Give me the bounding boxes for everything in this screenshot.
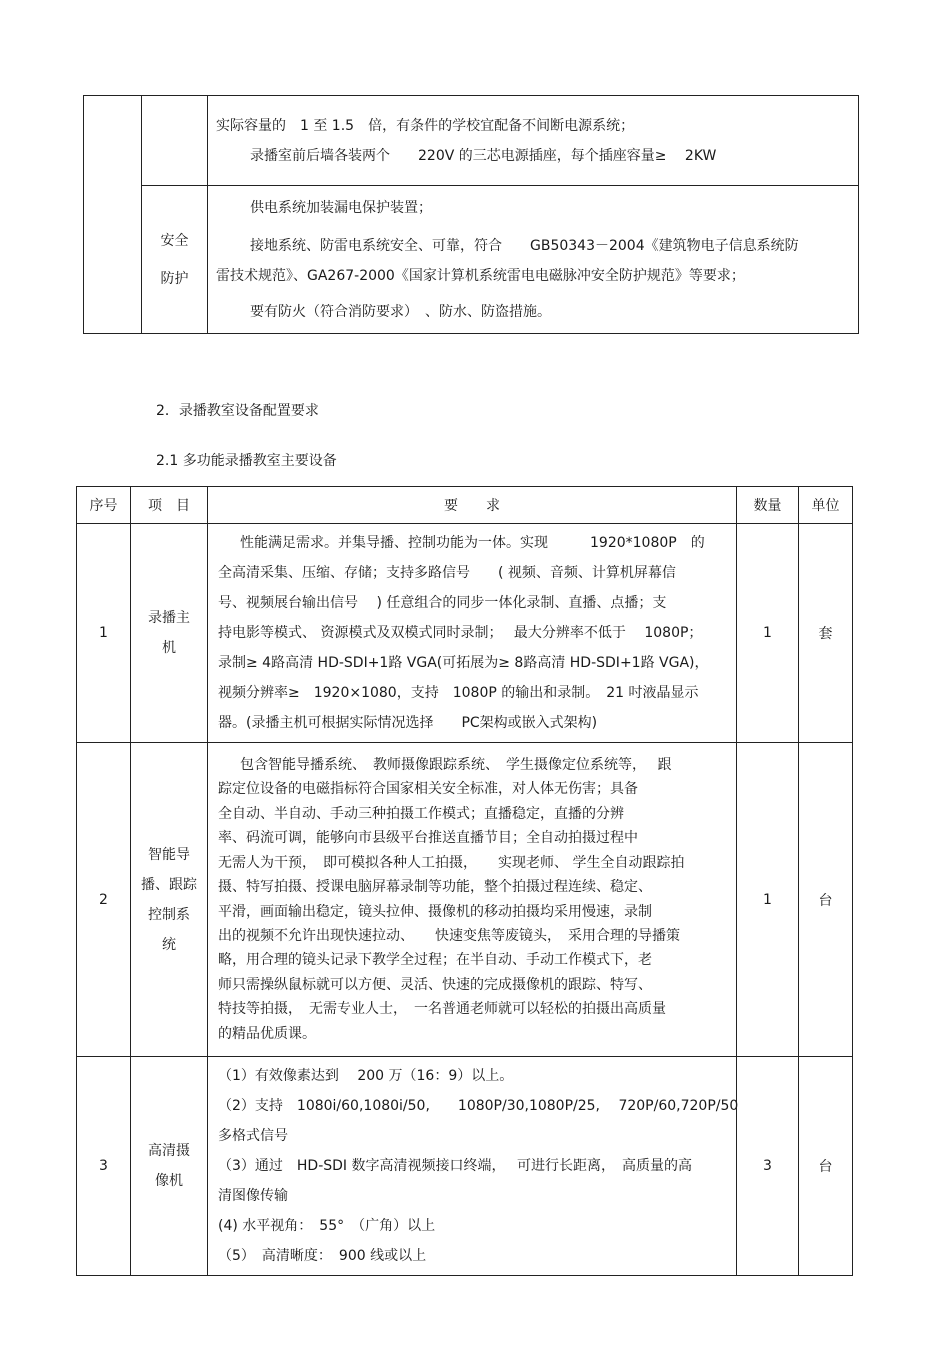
- text-line: 接地系统、防雷电系统安全、可靠，符合 GB50343－2004《建筑物电子信息系统防: [250, 237, 799, 254]
- text-line: （5） 高清晰度： 900 线或以上: [218, 1248, 427, 1264]
- unit-cell: 台: [799, 1057, 853, 1276]
- header-row: [77, 487, 853, 524]
- empty-cell: [84, 96, 142, 334]
- text-line: 清图像传输: [218, 1188, 288, 1204]
- text-line: 师只需操纵鼠标就可以方便、灵活、快速的完成摄像机的跟踪、特写、: [218, 976, 652, 993]
- text-line: 号、视频展台输出信号 ) 任意组合的同步一体化录制、直播、点播；支: [218, 595, 667, 611]
- text-line: 视频分辨率≥ 1920×1080，支持 1080P 的输出和录制。 21 吋液晶显示: [218, 685, 699, 701]
- text-line: 全自动、半自动、手动三种拍摄工作模式；直播稳定，直播的分辨: [218, 805, 624, 822]
- item-name: 智能导 播、跟踪 控制系 统: [131, 743, 208, 1057]
- text-line: 器。(录播主机可根据实际情况选择 PC架构或嵌入式架构): [218, 715, 598, 731]
- text-line: 性能满足需求。并集导播、控制功能为一体。实现 1920*1080P 的: [240, 535, 705, 551]
- text-line: 无需人为干预， 即可模拟各种人工拍摄， 实现老师、 学生全自动跟踪拍: [218, 854, 685, 871]
- text-line: 率、码流可调，能够向市县级平台推送直播节目；全自动拍摄过程中: [218, 830, 638, 847]
- table-row: [77, 524, 853, 743]
- row-number: 2: [77, 743, 131, 1057]
- item-name: 录播主 机: [131, 524, 208, 743]
- text-line: 摄、特写拍摄、授课电脑屏幕录制等功能，整个拍摄过程连续、稳定、: [218, 879, 652, 896]
- safety-row: [84, 186, 859, 334]
- table-row: [77, 743, 853, 1057]
- text-line: 包含智能导播系统、 教师摄像跟踪系统、 学生摄像定位系统等， 跟: [240, 757, 672, 774]
- unit-cell: 套: [799, 524, 853, 743]
- text-line: 实际容量的 1 至 1.5 倍，有条件的学校宜配备不间断电源系统；: [216, 117, 635, 134]
- text-line: 的精品优质课。: [218, 1025, 316, 1042]
- text-line: 平滑，画面输出稳定，镜头拉伸、摄像机的移动拍摄均采用慢速，录制: [218, 903, 652, 920]
- text-line: 要有防火（符合消防要求） 、防水、防盗措施。: [250, 303, 551, 320]
- header-unit: 单位: [799, 487, 853, 524]
- requirements-cell: [208, 1057, 737, 1276]
- header-item: 项 目: [131, 487, 208, 524]
- text-line: 多格式信号: [218, 1128, 288, 1144]
- text-line: 雷技术规范》、GA267-2000《国家计算机系统雷电电磁脉冲安全防护规范》等要求；: [216, 267, 745, 284]
- text-line: 全高清采集、压缩、存储；支持多路信号 ( 视频、音频、计算机屏幕信: [218, 565, 676, 581]
- safety-label: 安全 防护: [142, 186, 208, 334]
- table-row: [77, 1057, 853, 1276]
- equipment-table: [76, 486, 853, 1276]
- text-line: (4) 水平视角： 55° （广角）以上: [218, 1218, 436, 1234]
- quantity-cell: 1: [737, 743, 799, 1057]
- row-number: 1: [77, 524, 131, 743]
- text-line: 录制≥ 4路高清 HD-SDI+1路 VGA(可拓展为≥ 8路高清 HD-SDI+1路 VGA)，: [218, 655, 709, 671]
- requirements-cell: [208, 743, 737, 1057]
- power-requirements: [208, 96, 859, 186]
- section-heading: 2．录播教室设备配置要求: [156, 403, 319, 419]
- header-requirements: 要 求: [208, 487, 737, 524]
- text-line: （1）有效像素达到 200 万（16：9）以上。: [218, 1068, 514, 1084]
- text-line: （3）通过 HD-SDI 数字高清视频接口终端， 可进行长距离， 高质量的高: [218, 1158, 692, 1174]
- empty-cell: [142, 96, 208, 186]
- item-name: 高清摄 像机: [131, 1057, 208, 1276]
- text-line: 略，用合理的镜头记录下教学全过程；在半自动、手动工作模式下，老: [218, 952, 652, 969]
- text-line: 特技等拍摄， 无需专业人士， 一名普通老师就可以轻松的拍摄出高质量: [218, 1001, 666, 1018]
- text-line: 持电影等模式、 资源模式及双模式同时录制； 最大分辨率不低于 1080P；: [218, 625, 703, 641]
- quantity-cell: 1: [737, 524, 799, 743]
- text-line: 出的视频不允许出现快速拉动、 快速变焦等废镜头， 采用合理的导播策: [218, 927, 680, 944]
- unit-cell: 台: [799, 743, 853, 1057]
- text-line: 供电系统加装漏电保护装置；: [250, 199, 432, 216]
- header-no: 序号: [77, 487, 131, 524]
- quantity-cell: 3: [737, 1057, 799, 1276]
- row-number: 3: [77, 1057, 131, 1276]
- subsection-heading: 2.1 多功能录播教室主要设备: [156, 453, 337, 469]
- text-line: 录播室前后墙各装两个 220V 的三芯电源插座，每个插座容量≥ 2KW: [250, 147, 717, 164]
- requirements-cell: [208, 524, 737, 743]
- power-row: [84, 96, 859, 186]
- power-safety-table: [83, 95, 859, 334]
- text-line: 踪定位设备的电磁指标符合国家相关安全标准，对人体无伤害；具备: [218, 781, 638, 798]
- text-line: （2）支持 1080i/60,1080i/50, 1080P/30,1080P/25, 720P/60,720P/50: [218, 1098, 739, 1114]
- header-quantity: 数量: [737, 487, 799, 524]
- safety-requirements: [208, 186, 859, 334]
